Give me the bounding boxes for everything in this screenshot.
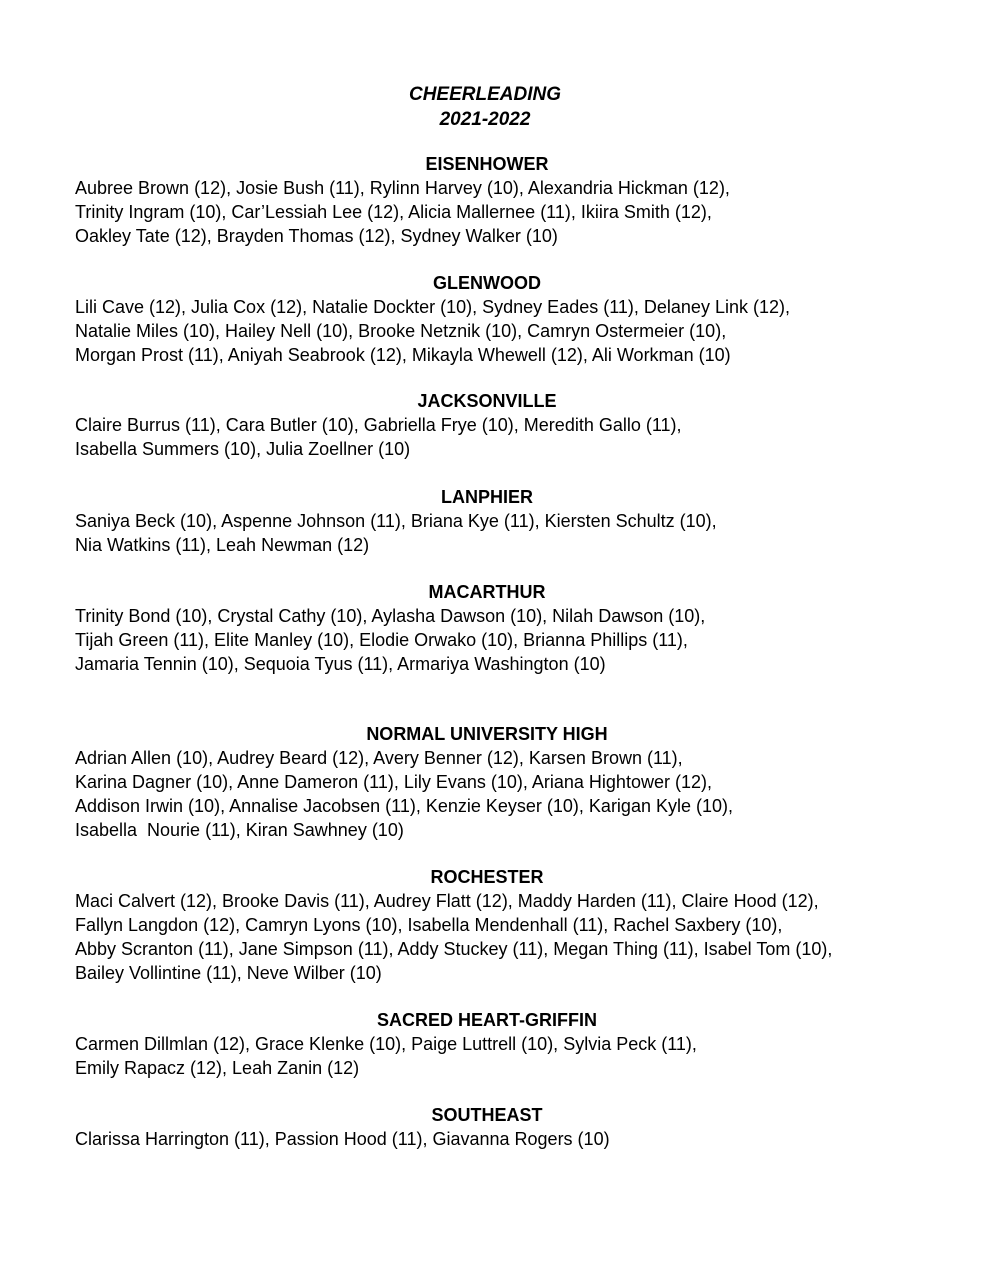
roster-line: Bailey Vollintine (11), Neve Wilber (10) [75,963,382,983]
roster-line: Karina Dagner (10), Anne Dameron (11), Lily Evans (10), Ariana Hightower (12), [75,772,712,792]
roster-line: Lili Cave (12), Julia Cox (12), Natalie Dockter (10), Sydney Eades (11), Delaney Link (12), [75,297,790,317]
roster-line: Claire Burrus (11), Cara Butler (10), Gabriella Frye (10), Meredith Gallo (11), [75,415,682,435]
school-heading: GLENWOOD [433,273,541,293]
school-section-lanphier [75,485,915,557]
roster-line: Oakley Tate (12), Brayden Thomas (12), Sydney Walker (10) [75,226,558,246]
roster-line: Isabella Summers (10), Julia Zoellner (10) [75,439,411,459]
school-section-macarthur [75,580,915,676]
roster-line: Abby Scranton (11), Jane Simpson (11), Addy Stuckey (11), Megan Thing (11), Isabel Tom (10), [75,939,833,959]
roster-line: Jamaria Tennin (10), Sequoia Tyus (11), Armariya Washington (10) [75,654,606,674]
school-heading: ROCHESTER [430,867,544,887]
roster-line: Isabella Nourie (11), Kiran Sawhney (10) [75,820,404,840]
roster-line: Maci Calvert (12), Brooke Davis (11), Audrey Flatt (12), Maddy Harden (11), Claire Hood (12), [75,891,819,911]
roster-line: Addison Irwin (10), Annalise Jacobsen (11), Kenzie Keyser (10), Karigan Kyle (10), [75,796,733,816]
roster-line: Nia Watkins (11), Leah Newman (12) [75,535,370,555]
roster-line: Morgan Prost (11), Aniyah Seabrook (12), Mikayla Whewell (12), Ali Workman (10) [75,345,731,365]
school-section-glenwood [75,271,915,367]
school-heading: NORMAL UNIVERSITY HIGH [366,724,608,744]
school-heading: SOUTHEAST [431,1105,543,1125]
roster-line: Aubree Brown (12), Josie Bush (11), Rylinn Harvey (10), Alexandria Hickman (12), [75,178,730,198]
school-heading: MACARTHUR [428,582,546,602]
school-section-rochester [75,865,915,985]
document-title: CHEERLEADING [408,84,561,105]
roster-line: Trinity Bond (10), Crystal Cathy (10), Aylasha Dawson (10), Nilah Dawson (10), [75,606,706,626]
school-heading: LANPHIER [440,487,533,507]
roster-line: Adrian Allen (10), Audrey Beard (12), Avery Benner (12), Karsen Brown (11), [75,748,683,768]
roster-line: Emily Rapacz (12), Leah Zanin (12) [75,1058,360,1078]
school-heading: JACKSONVILLE [417,391,557,411]
season-label: 2021-2022 [439,109,531,130]
roster-line: Carmen Dillmlan (12), Grace Klenke (10), Paige Luttrell (10), Sylvia Peck (11), [75,1034,697,1054]
roster-line: Trinity Ingram (10), Car’Lessiah Lee (12), Alicia Mallernee (11), Ikiira Smith (12), [75,202,712,222]
school-section-southeast [75,1103,915,1151]
roster-line: Natalie Miles (10), Hailey Nell (10), Brooke Netznik (10), Camryn Ostermeier (10), [75,321,727,341]
school-section-normal-university-high [75,722,915,842]
document-header [0,82,976,132]
school-section-sacred-heart-griffin [75,1008,915,1080]
roster-line: Saniya Beck (10), Aspenne Johnson (11), Briana Kye (11), Kiersten Schultz (10), [75,511,717,531]
school-heading: EISENHOWER [425,154,549,174]
school-heading: SACRED HEART-GRIFFIN [377,1010,597,1030]
roster-line: Clarissa Harrington (11), Passion Hood (11), Giavanna Rogers (10) [75,1129,610,1149]
school-section-eisenhower [75,152,915,248]
roster-line: Tijah Green (11), Elite Manley (10), Elodie Orwako (10), Brianna Phillips (11), [75,630,688,650]
roster-line: Fallyn Langdon (12), Camryn Lyons (10), Isabella Mendenhall (11), Rachel Saxbery (10), [75,915,783,935]
school-section-jacksonville [75,389,915,461]
